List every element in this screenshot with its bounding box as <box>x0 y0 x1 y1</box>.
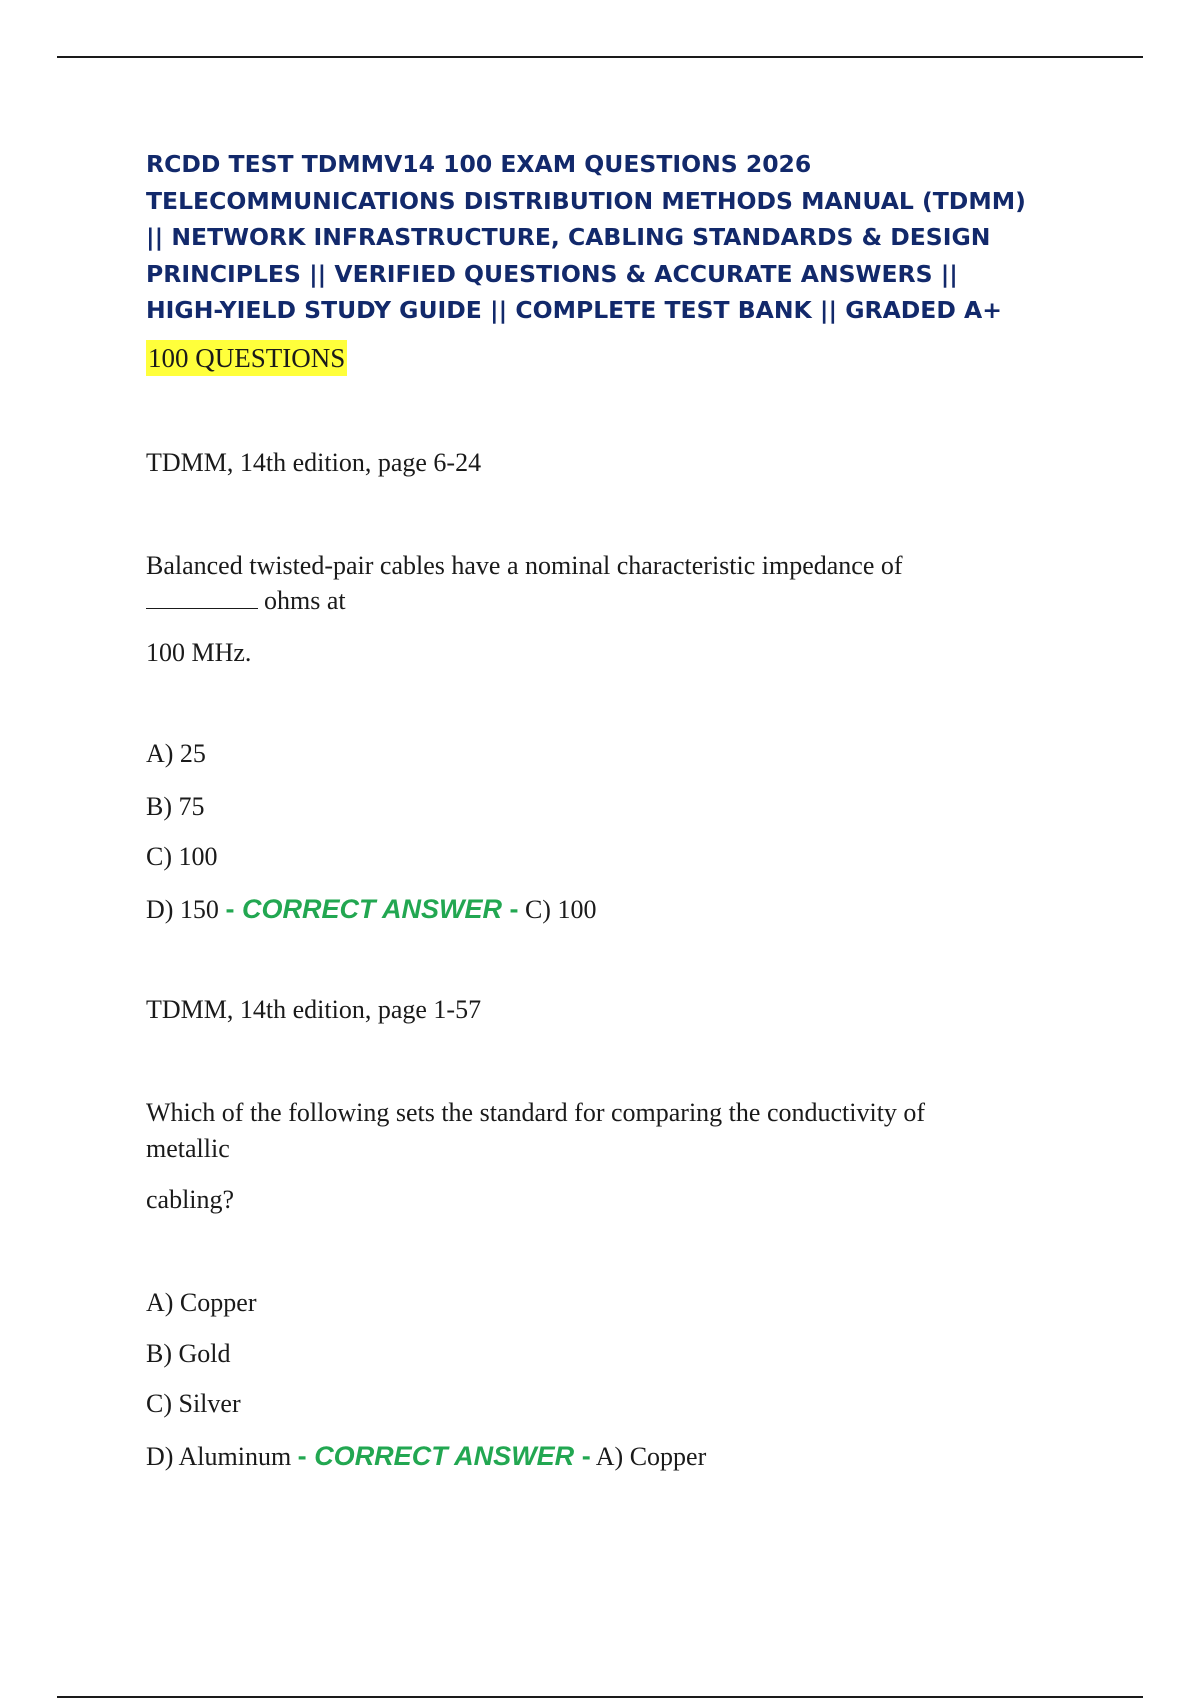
correct-answer-label: - CORRECT ANSWER - <box>297 1441 591 1471</box>
correct-answer-text: CORRECT ANSWER <box>314 1441 575 1471</box>
answer-option: C) Silver <box>146 1389 241 1418</box>
footer-rule <box>57 1696 1143 1698</box>
title-line: TELECOMMUNICATIONS DISTRIBUTION METHODS MANUAL (TDMM) <box>146 186 1026 215</box>
question-reference: TDMM, 14th edition, page 6-24 <box>146 448 482 477</box>
answer-option: A) Copper <box>146 1288 257 1317</box>
answer-option: D) 150 <box>146 895 219 924</box>
question-text-fragment: ohms at <box>264 586 346 615</box>
title-line: HIGH-YIELD STUDY GUIDE || COMPLETE TEST BANK || GRADED A+ <box>146 296 1002 324</box>
question-text-line: Balanced twisted-pair cables have a nominal characteristic impedance of <box>146 551 903 580</box>
correct-answer-label: - CORRECT ANSWER - <box>225 894 519 924</box>
question-text-line: 100 MHz. <box>146 638 252 667</box>
answer-option: A) 25 <box>146 739 206 768</box>
answer-option-with-answer <box>146 1439 706 1474</box>
title-line: || NETWORK INFRASTRUCTURE, CABLING STANDARDS & DESIGN <box>146 223 991 251</box>
question-text-line: Which of the following sets the standard for comparing the conductivity of <box>146 1098 926 1127</box>
question-text-line: metallic <box>146 1134 230 1163</box>
question-count-highlight: 100 QUESTIONS <box>146 340 347 376</box>
header-rule <box>57 56 1143 58</box>
answer-option: B) Gold <box>146 1339 231 1368</box>
document-title <box>146 146 1066 329</box>
answer-option: C) 100 <box>146 842 218 871</box>
question-reference: TDMM, 14th edition, page 1-57 <box>146 995 482 1024</box>
question-text-line: cabling? <box>146 1185 235 1214</box>
answer-option: D) Aluminum <box>146 1442 292 1471</box>
title-line: RCDD TEST TDMMV14 100 EXAM QUESTIONS 2026 <box>146 150 812 178</box>
correct-answer-value: A) Copper <box>595 1442 707 1471</box>
correct-answer-text: CORRECT ANSWER <box>241 894 502 924</box>
answer-blank <box>146 584 258 609</box>
title-line: PRINCIPLES || VERIFIED QUESTIONS & ACCURATE ANSWERS || <box>146 259 958 288</box>
answer-option-with-answer <box>146 892 596 927</box>
question-text-line <box>146 584 346 618</box>
answer-option: B) 75 <box>146 792 205 821</box>
correct-answer-value: C) 100 <box>524 895 597 924</box>
